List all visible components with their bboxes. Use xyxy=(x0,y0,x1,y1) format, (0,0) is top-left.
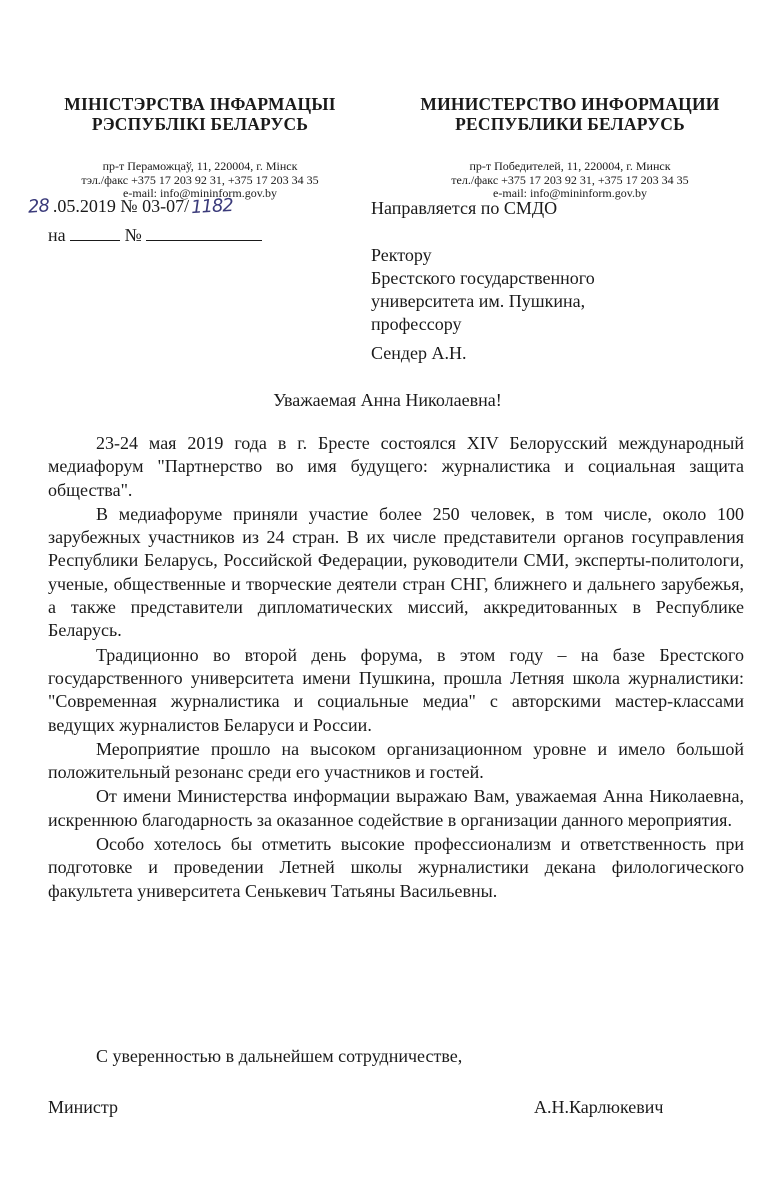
handwritten-number: 1182 xyxy=(190,194,234,219)
letterhead-russian xyxy=(395,94,745,201)
letter-body xyxy=(48,432,744,903)
body-paragraph: От имени Министерства информации выражаю Вам, уважаемая Анна Николаевна, искреннюю благодарность за оказанное содействие в организации данного мероприятия. xyxy=(48,786,744,830)
addressee-name: Сендер А.Н. xyxy=(371,343,467,363)
letterhead-email: e-mail: info@mininform.gov.by xyxy=(123,186,277,200)
signatory-name: А.Н.Карлюкевич xyxy=(534,1097,664,1117)
letterhead-address: пр-т Пераможцаў, 11, 220004, г. Мінск xyxy=(102,159,298,173)
addressee-line: университета им. Пушкина, xyxy=(371,291,586,311)
signatory-title: Министр xyxy=(48,1097,118,1117)
body-paragraph: Особо хотелось бы отметить высокие профессионализм и ответственность при подготовке и проведении Летней школы журналистики декана филологического факультета университета Сенькевич Татьяны Васильевны. xyxy=(48,834,744,901)
addressee-line: Ректору xyxy=(371,245,432,265)
addressee-block xyxy=(371,244,595,365)
date-number-text: .05.2019 № 03-07/ xyxy=(52,196,190,216)
org-name-line1: МИНИСТЕРСТВО ИНФОРМАЦИИ xyxy=(420,94,720,114)
closing-line: С уверенностью в дальнейшем сотрудничестве, xyxy=(96,1046,463,1066)
org-name-line1: МІНІСТЭРСТВА ІНФАРМАЦЫІ xyxy=(64,94,336,114)
body-paragraph: 23-24 мая 2019 года в г. Бресте состоялся XIV Белорусский международный медиафорум "Партнерство во имя будущего: журналистика и социальная защита общества". xyxy=(48,433,744,500)
reply-reference xyxy=(48,225,262,246)
letterhead-phone: тэл./факс +375 17 203 92 31, +375 17 203 34 35 xyxy=(81,172,319,187)
handwritten-day: 28 xyxy=(27,195,50,218)
letterhead-belarusian xyxy=(40,94,360,201)
letterhead-email: e-mail: info@mininform.gov.by xyxy=(493,186,647,200)
letterhead-contacts xyxy=(395,160,745,201)
letterhead-address: пр-т Победителей, 11, 220004, г. Минск xyxy=(469,159,671,173)
body-paragraph: В медиафоруме приняли участие более 250 человек, в том числе, около 100 зарубежных участников из 24 стран. В их числе представители органов госуправления Республики Беларусь, Российской Федерации, руководители СМИ, эксперты-политологи, ученые, общественные и творческие деятели стран СНГ, ближнего и дальнего зарубежья, а также представители дипломатических миссий, аккредитованных в Республике Беларусь. xyxy=(48,503,744,641)
body-paragraph: Мероприятие прошло на высоком организационном уровне и имело большой положительный резонанс среди его участников и гостей. xyxy=(48,738,744,783)
addressee-line: профессору xyxy=(371,314,462,334)
salutation: Уважаемая Анна Николаевна! xyxy=(273,390,502,410)
org-name-line2: РЭСПУБЛІКІ БЕЛАРУСЬ xyxy=(91,114,309,134)
letterhead-phone: тел./факс +375 17 203 92 31, +375 17 203 34 35 xyxy=(451,172,689,187)
number-sign: № xyxy=(124,225,142,245)
body-paragraph: Традиционно во второй день форума, в этом году – на базе Брестского государственного университета имени Пушкина, прошла Летняя школа журналистики: "Современная журналистика и социальные медиа" с авторскими мастер-классами ведущих журналистов Беларуси и России. xyxy=(48,644,744,735)
blank-line xyxy=(146,226,262,241)
org-name-line2: РЕСПУБЛИКИ БЕЛАРУСЬ xyxy=(455,114,685,134)
letterhead-contacts xyxy=(40,160,360,201)
routing-note: Направляется по СМДО xyxy=(371,198,558,218)
registration-date-number xyxy=(28,196,233,217)
addressee-line: Брестского государственного xyxy=(371,268,595,288)
blank-line xyxy=(70,226,120,241)
on-label: на xyxy=(48,225,66,245)
